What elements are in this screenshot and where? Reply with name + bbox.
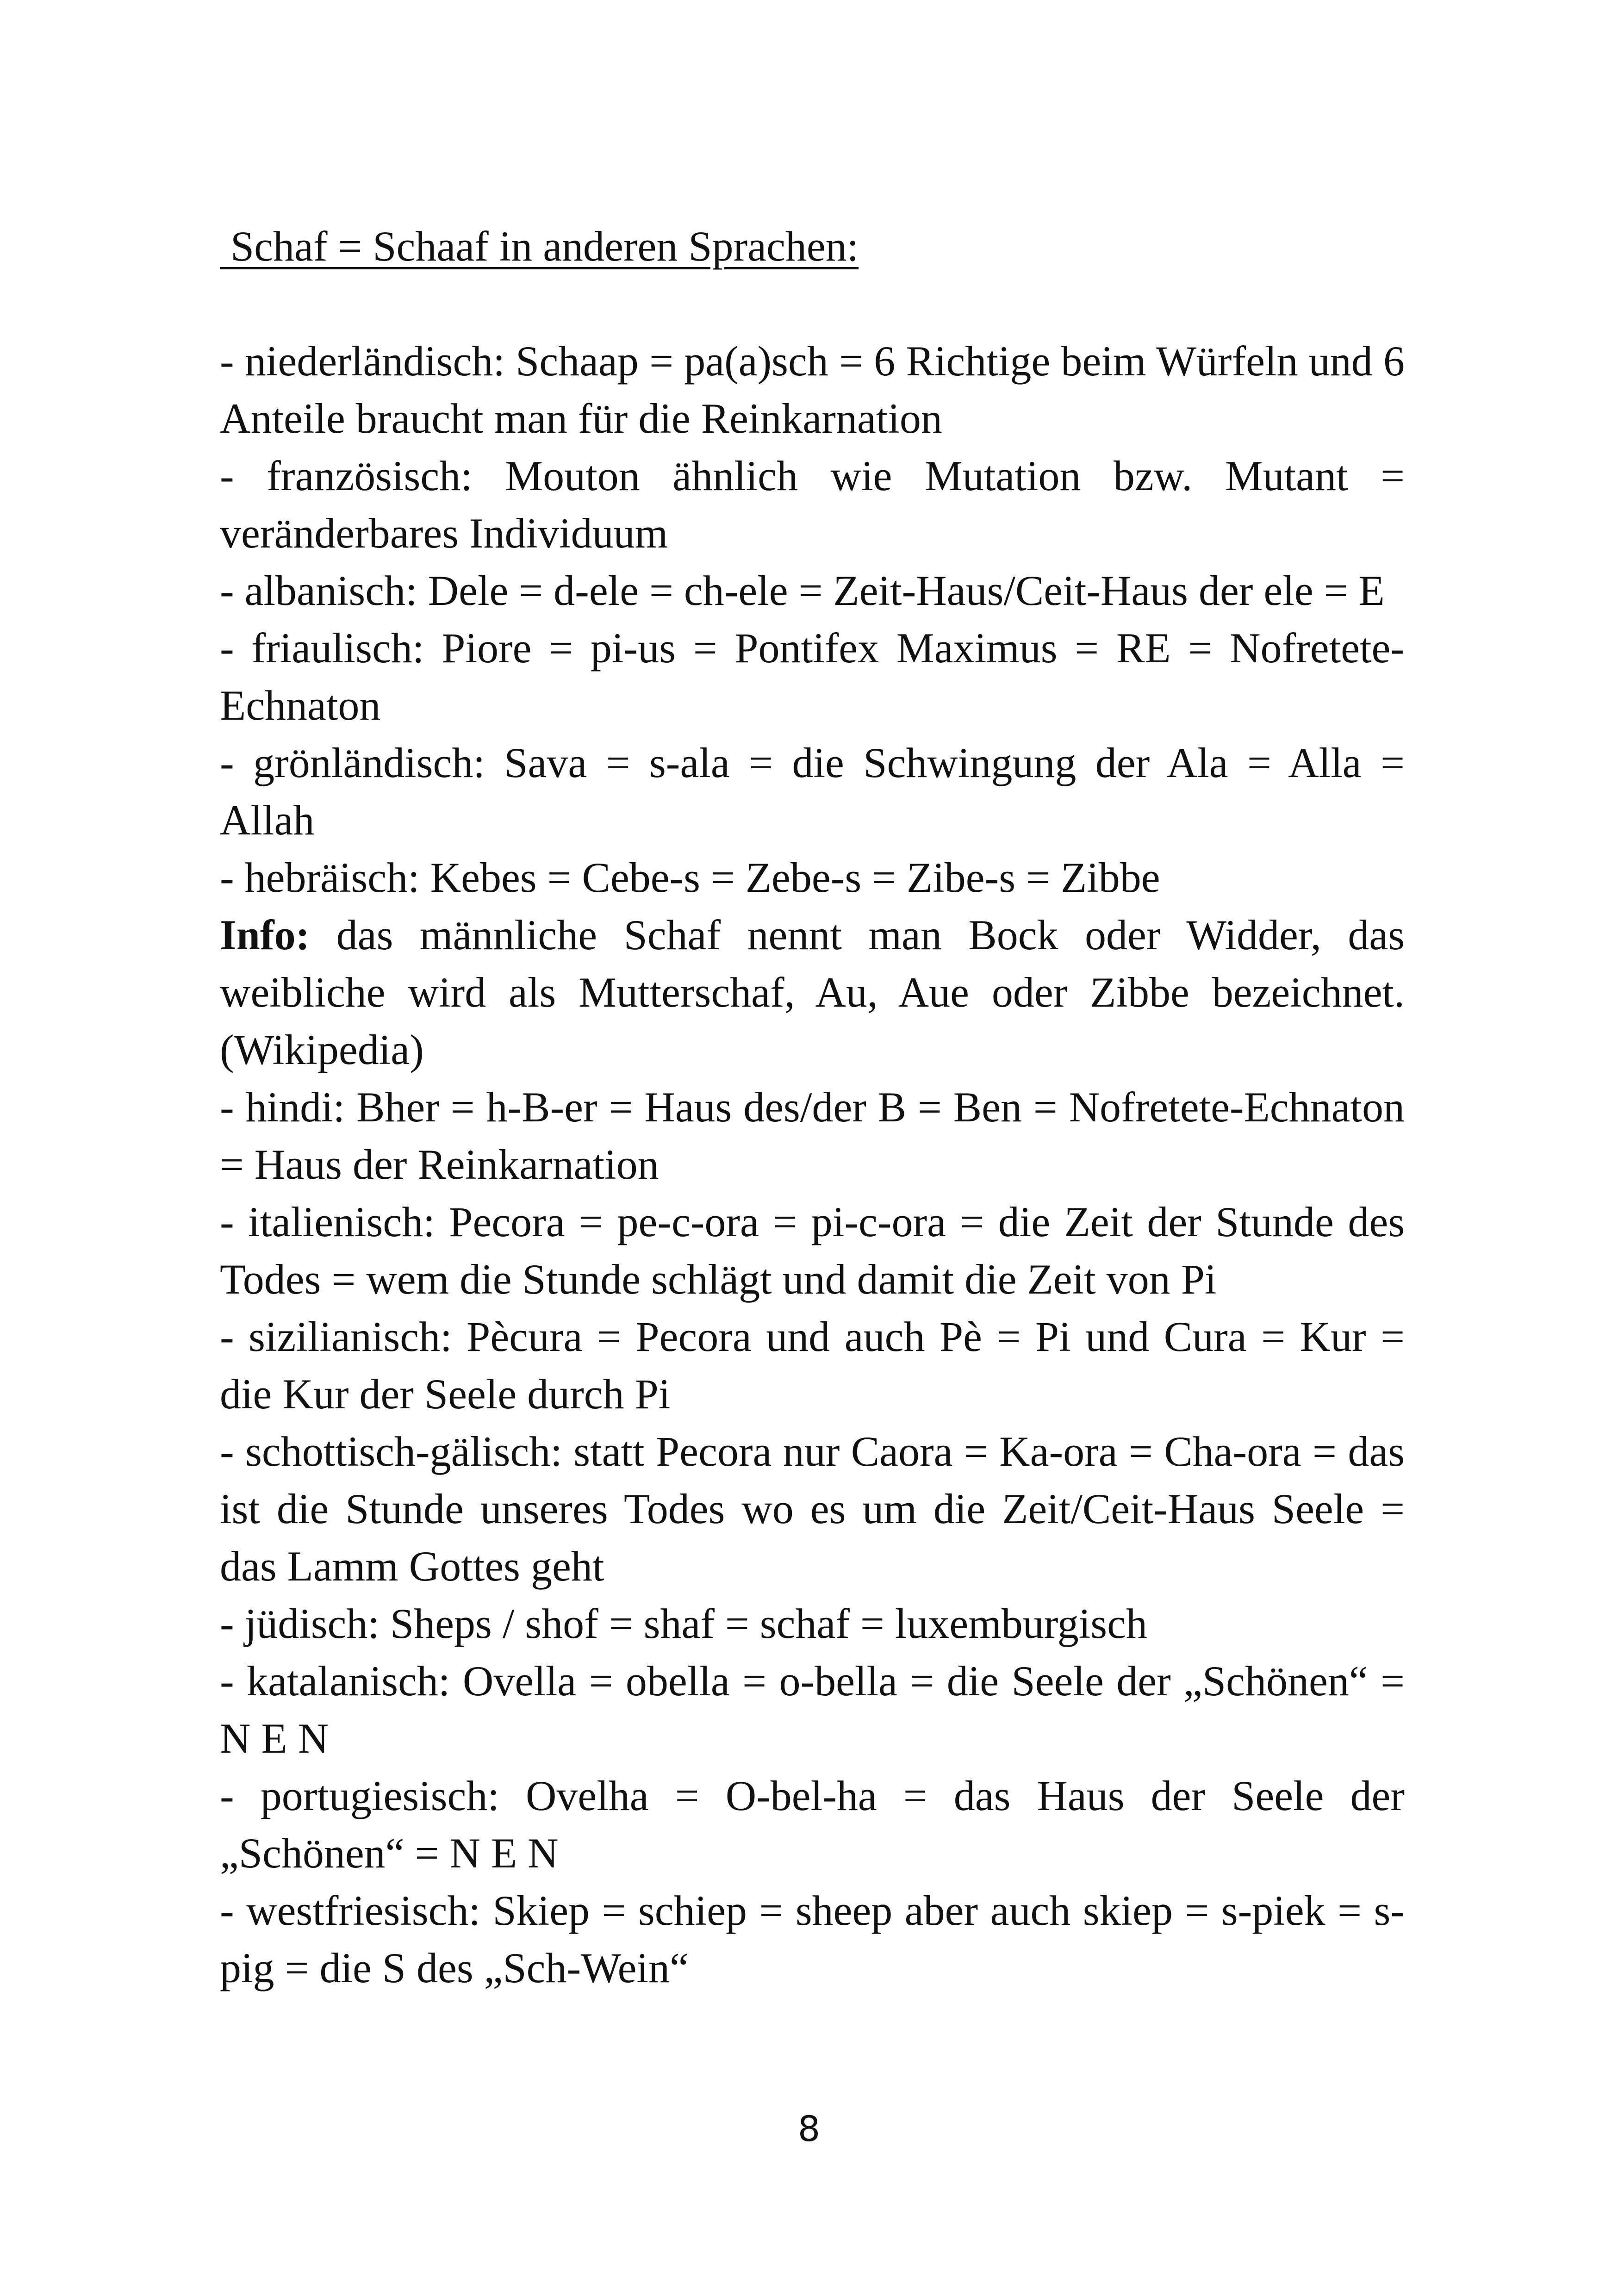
entry-schottisch-gaelisch: - schottisch-gälisch: statt Pecora nur Caora = Ka-ora = Cha-ora = das ist die Stunde unseres Todes wo es um die Zeit/Ceit-Haus Seele = das Lamm Gottes geht	[220, 1428, 1405, 1590]
info-paragraph	[220, 906, 1405, 1078]
info-text: das männliche Schaf nennt man Bock oder Widder, das weibliche wird als Mutterschaf, Au, Aue oder Zibbe bezeichnet. (Wikipedia)	[220, 911, 1405, 1073]
entry-franzoesisch: - französisch: Mouton ähnlich wie Mutation bzw. Mutant = veränderbares Individuum	[220, 452, 1405, 557]
entry-hebraeisch: - hebräisch: Kebes = Cebe-s = Zebe-s = Zibe-s = Zibbe	[220, 854, 1160, 901]
entry-katalanisch: - katalanisch: Ovella = obella = o-bella = die Seele der „Schönen“ = N E N	[220, 1657, 1405, 1762]
entry-albanisch: - albanisch: Dele = d-ele = ch-ele = Zeit-Haus/Ceit-Haus der ele = E	[220, 567, 1385, 614]
entry-niederlaendisch: - niederländisch: Schaap = pa(a)sch = 6 Richtige beim Würfeln und 6 Anteile braucht man für die Reinkarnation	[220, 337, 1405, 442]
spacer	[220, 275, 1405, 332]
entry-portugiesisch: - portugiesisch: Ovelha = O-bel-ha = das Haus der Seele der „Schönen“ = N E N	[220, 1772, 1405, 1877]
page-heading: Schaf = Schaaf in anderen Sprachen:	[220, 223, 859, 270]
entry-groenlaendisch: - grönländisch: Sava = s-ala = die Schwingung der Ala = Alla = Allah	[220, 739, 1405, 844]
page-number: 8	[797, 2108, 821, 2149]
page-content	[220, 218, 1405, 1997]
entry-westfriesisch: - westfriesisch: Skiep = schiep = sheep aber auch skiep = s-piek = s-pig = die S des „Sch-Wein“	[220, 1887, 1405, 1991]
entry-hindi: - hindi: Bher = h-B-er = Haus des/der B = Ben = Nofretete-Echnaton = Haus der Reinkarnation	[220, 1083, 1405, 1188]
entry-italienisch: - italienisch: Pecora = pe-c-ora = pi-c-ora = die Zeit der Stunde des Todes = wem die Stunde schlägt und damit die Zeit von Pi	[220, 1198, 1405, 1303]
entry-sizilianisch: - sizilianisch: Pècura = Pecora und auch Pè = Pi und Cura = Kur = die Kur der Seele durch Pi	[220, 1313, 1405, 1418]
entry-friaulisch: - friaulisch: Piore = pi-us = Pontifex Maximus = RE = Nofretete-Echnaton	[220, 624, 1405, 729]
info-label: Info:	[220, 911, 310, 958]
entry-juedisch: - jüdisch: Sheps / shof = shaf = schaf = luxemburgisch	[220, 1600, 1147, 1647]
